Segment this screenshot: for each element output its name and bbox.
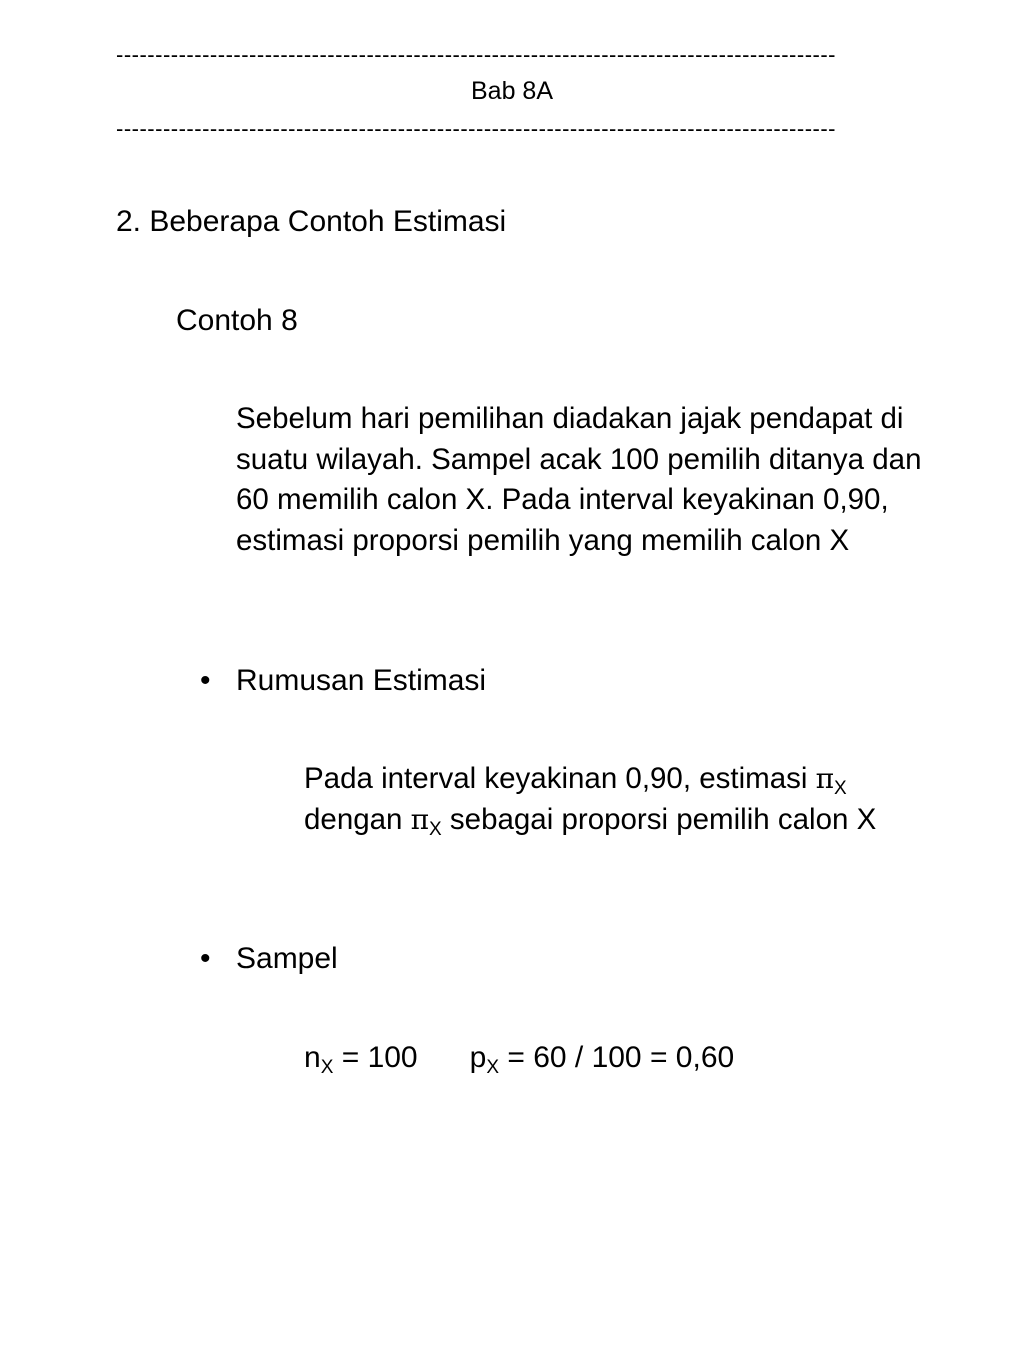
bullet-label: Sampel xyxy=(236,942,338,975)
sample-values xyxy=(304,1038,734,1078)
bullet-label: Rumusan Estimasi xyxy=(236,664,487,697)
formula-part-2: dengan xyxy=(304,802,411,836)
example-label: Contoh 8 xyxy=(176,304,298,337)
section-heading: 2. Beberapa Contoh Estimasi xyxy=(116,205,507,238)
p-value: = 60 / 100 = 0,60 xyxy=(499,1041,735,1074)
p-subscript: X xyxy=(486,1057,499,1078)
chapter-title: Bab 8A xyxy=(470,77,553,105)
pi-subscript: X xyxy=(429,818,442,840)
pi-symbol: π xyxy=(410,802,430,836)
formula-part-3: sebagai proporsi pemilih calon X xyxy=(441,802,877,836)
bullet-rumusan-estimasi xyxy=(200,661,486,701)
n-subscript: X xyxy=(320,1057,334,1078)
bullet-symbol: • xyxy=(200,664,211,697)
pi-symbol: π xyxy=(815,762,835,795)
n-symbol: n xyxy=(304,1041,321,1074)
pi-subscript: X xyxy=(834,778,847,799)
bullet-symbol: • xyxy=(200,942,211,975)
p-symbol: p xyxy=(469,1041,487,1074)
header-divider-bottom: -------------------------------------------------------------------------------------------- xyxy=(116,116,837,141)
n-value: = 100 xyxy=(333,1041,418,1074)
header-divider-top: -------------------------------------------------------------------------------------------- xyxy=(116,42,837,67)
formula-part-1: Pada interval keyakinan 0,90, estimasi xyxy=(304,762,816,795)
problem-statement: Sebelum hari pemilihan diadakan jajak pendapat di suatu wilayah. Sampel acak 100 pemilih ditanya dan 60 memilih calon X. Pada interval keyakinan 0,90, estimasi proporsi pemilih yang memilih calon X xyxy=(236,402,922,557)
estimation-formula-text xyxy=(304,759,944,840)
bullet-sampel xyxy=(200,939,338,979)
